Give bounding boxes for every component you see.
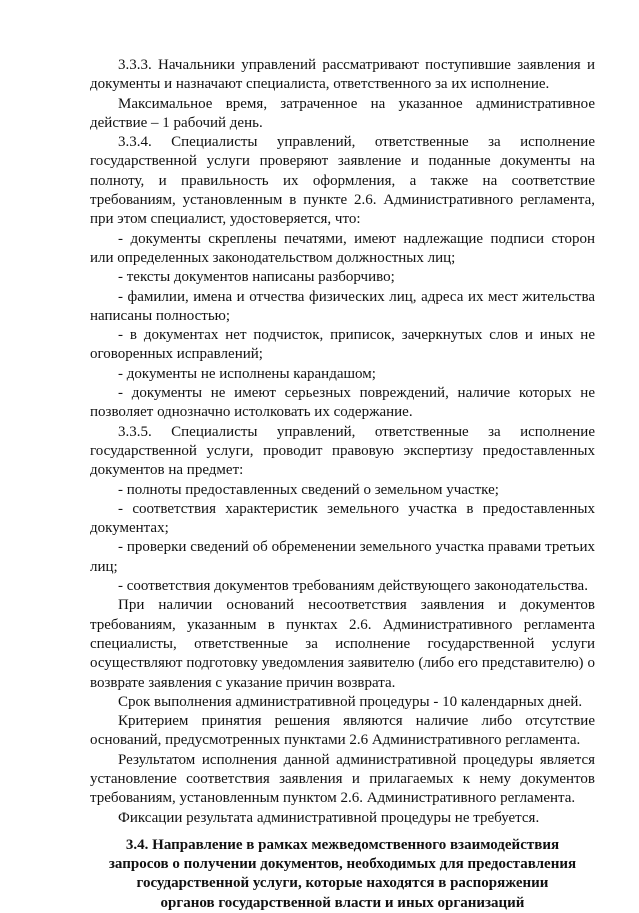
paragraph-criterion: Критерием принятия решения являются наличие либо отсутствие оснований, предусмотренных пунктами 2.6 Административного регламента. — [90, 713, 595, 749]
paragraph-result: Результатом исполнения данной административной процедуры является установление соответствия заявления и прилагаемых к нему документов требованиям, установленным пунктом 2.6. Административного регламента. — [90, 751, 595, 807]
list-item-encumbrance: - проверки сведений об обременении земельного участка правами третьих лиц; — [90, 539, 595, 575]
paragraph-3-3-3: 3.3.3. Начальники управлений рассматривают поступившие заявления и документы и назначают специалиста, ответственного за их исполнение. — [90, 57, 595, 93]
list-item-completeness: - полноты предоставленных сведений о земельном участке; — [118, 481, 499, 498]
list-item-no-pencil: - документы не исполнены карандашом; — [118, 365, 376, 382]
paragraph-grounds: При наличии оснований несоответствия заявления и документов требованиям, указанным в пунктах 2.6. Административного регламента специалисты, ответственные за исполнение государственной услуги осуществляют подготовку уведомления заявителю (либо его представителю) о возврате заявления с указание причин возврата. — [90, 597, 595, 691]
list-item-legible: - тексты документов написаны разборчиво; — [118, 269, 395, 286]
paragraph-max-time: Максимальное время, затраченное на указанное административное действие – 1 рабочий день. — [90, 95, 595, 131]
paragraph-3-3-4: 3.3.4. Специалисты управлений, ответственные за исполнение государственной услуги проверяют заявление и поданные документы на полноту, и правильность их оформления, а также на соответствие требованиям, установленным в пункте 2.6. Административного регламента, при этом специалист, удостоверяется, что: — [90, 134, 595, 228]
paragraph-3-3-5: 3.3.5. Специалисты управлений, ответственные за исполнение государственной услуги, проводит правовую экспертизу предоставленных документов на предмет: — [90, 423, 595, 479]
paragraph-deadline: Срок выполнения административной процедуры - 10 календарных дней. — [118, 693, 583, 710]
list-item-no-damage: - документы не имеют серьезных повреждений, наличие которых не позволяет однозначно истолковать их содержание. — [90, 385, 595, 421]
list-item-legislation: - соответствия документов требованиям действующего законодательства. — [118, 578, 588, 595]
paragraph-fixation: Фиксации результата административной процедуры не требуется. — [118, 809, 540, 826]
section-heading-3-4: 3.4. Направление в рамках межведомственного взаимодействия запросов о получении документов, необходимых для предоставления государственной услуги, которые находятся в распоряжении органов государственной власти и иных организаций — [108, 836, 577, 911]
document-page — [90, 56, 595, 913]
list-item-full-names: - фамилии, имена и отчества физических лиц, адреса их мест жительства написаны полностью; — [90, 288, 595, 324]
list-item-characteristics: - соответствия характеристик земельного участка в предоставленных документах; — [90, 500, 595, 537]
list-item-stamps: - документы скреплены печатями, имеют надлежащие подписи сторон или определенных законодательством должностных лиц; — [90, 230, 595, 266]
list-item-no-erasures: - в документах нет подчисток, приписок, зачеркнутых слов и иных не оговоренных исправлений; — [90, 327, 595, 363]
